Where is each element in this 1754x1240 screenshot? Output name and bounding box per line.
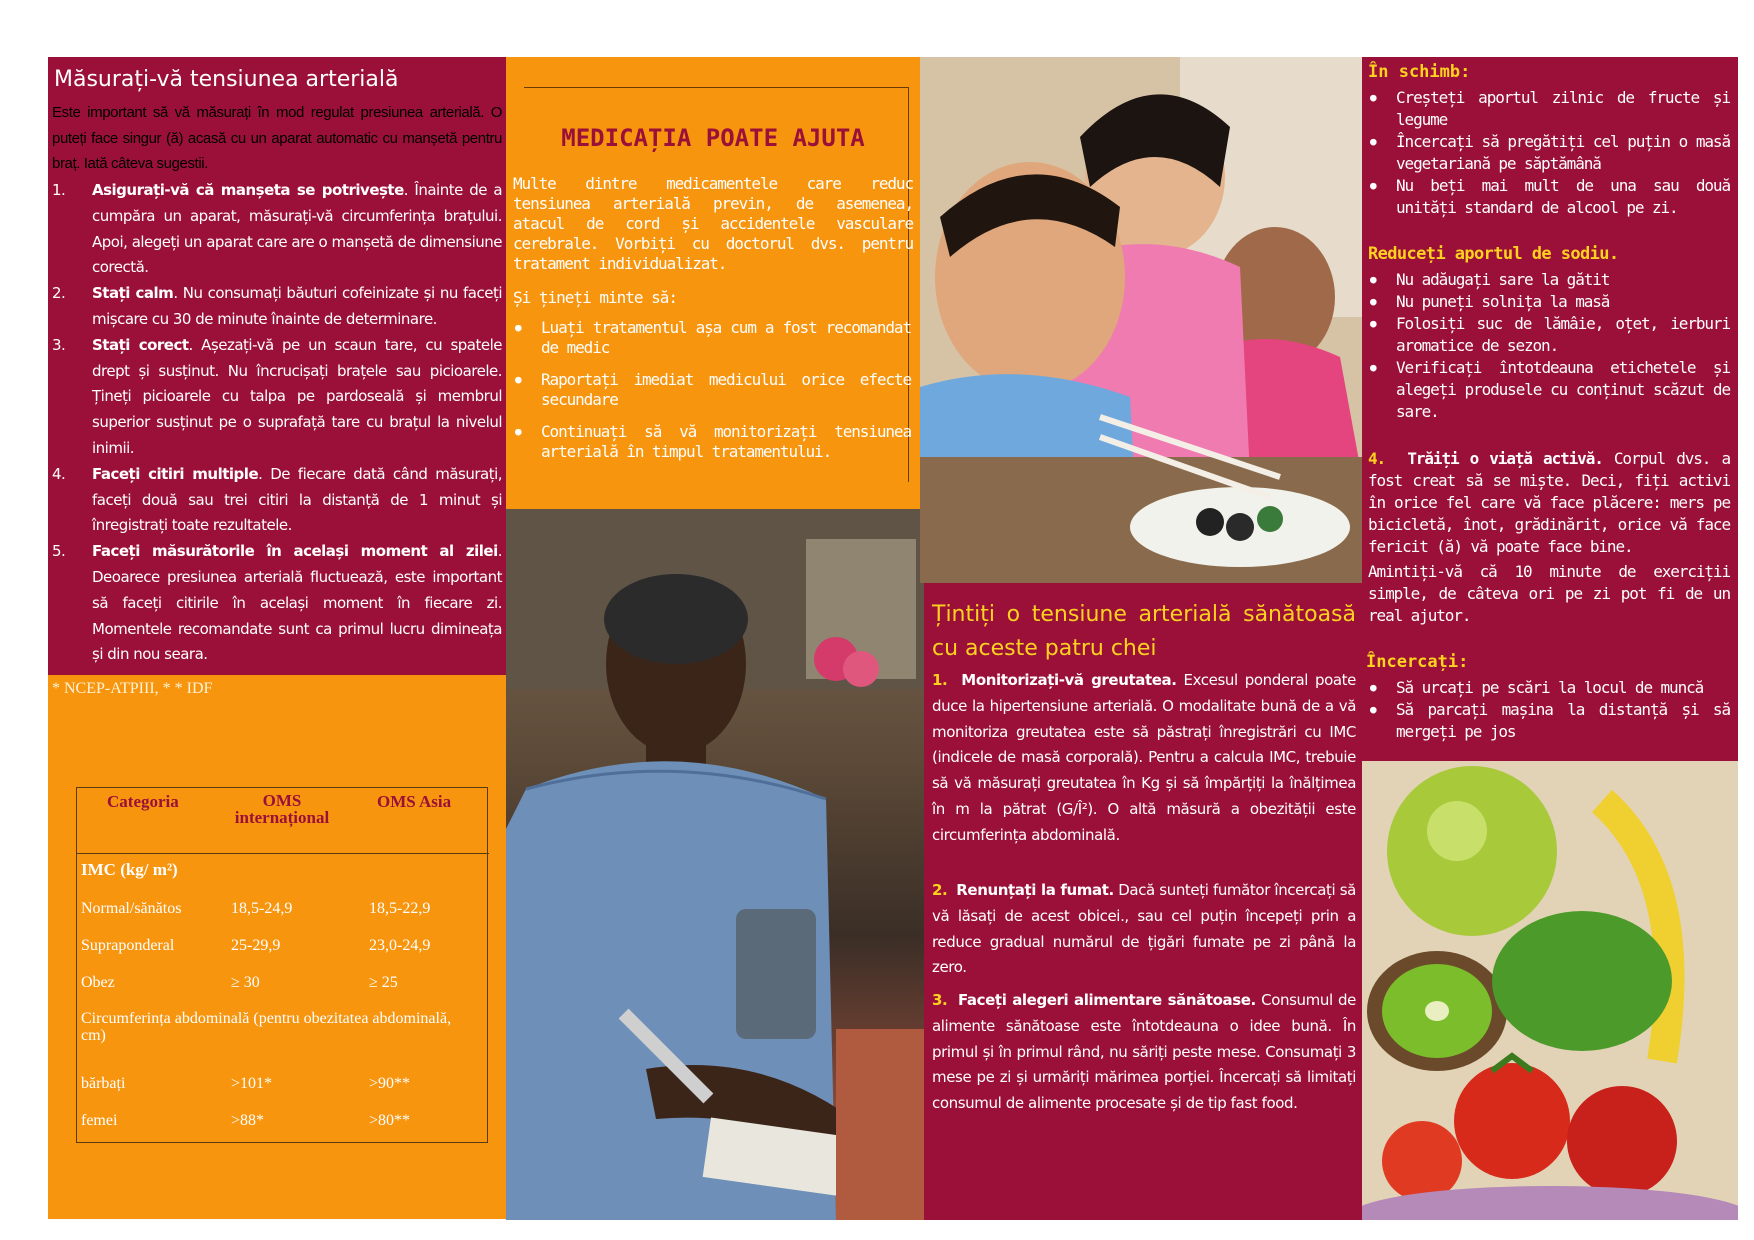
key-bold: Faceți alegeri alimentare sănătoase. [957, 991, 1256, 1009]
header-oms-asia: OMS Asia [377, 792, 452, 811]
row-intl: 25-29,9 [231, 937, 281, 954]
row-label: bărbați [81, 1075, 126, 1092]
medication-bullets [513, 318, 911, 462]
header-category: Categoria [107, 792, 179, 811]
list-item: ● Să urcați pe scări la locul de muncă [1368, 677, 1730, 699]
row-asia: 23,0-24,9 [369, 937, 431, 954]
step-bold: Faceți citiri multiple [92, 464, 259, 483]
bp-measure-steps [52, 178, 502, 668]
key-number: 3. [932, 991, 948, 1009]
step-number: 3. [52, 335, 66, 354]
key-number: 4. [1368, 449, 1386, 468]
row-asia: ≥ 25 [369, 974, 398, 991]
row-asia: >80** [369, 1112, 411, 1129]
step-bold: Stați calm [92, 284, 174, 303]
key-number: 2. [932, 881, 948, 899]
step-item [52, 281, 502, 333]
step-item [52, 333, 502, 462]
key-2 [932, 878, 1356, 981]
medication-remember: Și țineți minte să: [513, 288, 678, 307]
row-label: Supraponderal [81, 937, 175, 954]
medication-title: MEDICAȚIA POATE AJUTA [561, 124, 865, 152]
header-oms-international: OMS internațional [234, 791, 330, 827]
step-text: . De fiecare dată când măsurați, faceți două sau trei citiri la distanță de 1 minut și înregistrați toate rezultatele. [92, 464, 503, 535]
key-text: Excesul ponderal poate duce la hipertensiune arterială. O modalitate bună de a vă monitoriza greutatea este să păstrați înregistrări cu IMC (indicele de masă corporală). Pentru a calcula IMC, trebuie să vă măsurați greutatea în Kg și să împărțiți la înălțimea în m la pătrat (G/Î²). O altă măsură a obezității este circumferința abdominală. [932, 671, 1356, 844]
key-number: 1. [932, 671, 948, 689]
step-item [52, 462, 502, 539]
bmi-table-header [77, 788, 489, 854]
sodium-heading: Reduceți aportul de sodiu. [1368, 244, 1619, 264]
man-illustration [506, 509, 924, 1220]
row-intl: >88* [231, 1112, 265, 1129]
bp-measure-intro: Este important să vă măsurați în mod regulat presiunea arterială. O puteți face singur (ă) acasă cu un aparat automatic cu manșetă pentru braț. Iată câteva sugestii. [52, 104, 502, 172]
list-item: ● Nu puneți solnița la masă [1368, 291, 1730, 313]
fruits-vegetables-photo [1362, 761, 1738, 1220]
key-text: Dacă sunteți fumător încercați să vă lăsați de acest obicei., sau cel puțin începeți prin a reduce gradual numărul de țigări fumate pe zi până la zero. [932, 881, 1356, 977]
step-bold: Asigurați-vă că manșeta se potrivește [92, 181, 404, 199]
key-1 [932, 668, 1356, 849]
step-number: 4. [52, 464, 66, 483]
four-keys-title: Țintiți o tensiune arterială sănătoasă cu aceste patru chei [932, 602, 1356, 661]
key-4-reminder: Amintiți-vă că 10 minute de exerciții simple, de câteva ori pe zi pot fi de un real ajutor. [1368, 562, 1730, 625]
step-item [52, 539, 502, 668]
row-label: Normal/sănătos [81, 900, 182, 917]
step-bold: Faceți măsurătorile în același moment al zilei [92, 542, 498, 561]
key-text: Corpul dvs. a fost creat să se miște. Deci, fiți activi în orice fel care vă face plăcere: mers pe bicicletă, înot, grădinărit, orice vă face fericit (ă) vă poate face bine. [1368, 449, 1730, 556]
try-list [1368, 677, 1730, 743]
list-item: ● Raportați imediat medicului orice efecte secundare [513, 370, 911, 410]
waist-label: Circumferința abdominală (pentru obezitatea abdominală, cm) [81, 1010, 452, 1044]
list-item: ● Luați tratamentul așa cum a fost recomandat de medic [513, 318, 911, 358]
key-4 [1368, 448, 1730, 558]
list-item: ● Nu beți mai mult de una sau două unități standard de alcool pe zi. [1368, 175, 1730, 219]
step-text: . Deoarece presiunea arterială fluctuează, este important să faceți citirile în același moment în fiecare zi. Momentele recomandate sunt ca primul lucru dimineața și din nou seara. [92, 542, 502, 664]
footnote: * NCEP-ATPIII, * * IDF [52, 680, 213, 697]
medication-rule [524, 87, 908, 88]
family-dinner-photo [920, 57, 1362, 583]
step-text: . Așezați-vă pe un scaun tare, cu spatele drept și susținut. Nu încrucișați brațele sau picioarele. Țineți picioarele cu talpa pe pardoseală și membrul superior susținut pe o suprafață tare cu brațul la nivelul inimii. [92, 335, 502, 457]
step-text: . Nu consumați băuturi cofeinizate și nu faceți mișcare cu 30 de minute înainte de determinare. [92, 284, 502, 328]
key-text: Consumul de alimente sănătoase este întotdeauna o idee bună. În primul și în primul rând, nu săriți peste mese. Consumați 3 mese pe zi și urmăriți mărimea porției. Încercați să limitați consumul de alimente procesate și de tip fast food. [932, 991, 1356, 1113]
list-item: ● Să parcați mașina la distanță și să mergeți pe jos [1368, 699, 1730, 743]
list-item: ● Creșteți aportul zilnic de fructe și legume [1368, 87, 1730, 131]
row-asia: 18,5-22,9 [369, 900, 431, 917]
list-item: ● Folosiți suc de lămâie, oțet, ierburi aromatice de sezon. [1368, 313, 1730, 357]
step-bold: Stați corect [92, 335, 189, 354]
step-number: 5. [52, 542, 66, 561]
row-intl: ≥ 30 [231, 974, 260, 991]
row-label: Obez [81, 974, 115, 991]
man-blood-pressure-photo [506, 509, 924, 1220]
bmi-table [76, 787, 488, 1143]
list-item: ● Verificați întotdeauna etichetele și alegeți produsele cu conținut scăzut de sare. [1368, 357, 1730, 423]
row-asia: >90** [369, 1075, 411, 1092]
step-number: 2. [52, 284, 66, 303]
bp-measure-title: Măsurați-vă tensiunea arterială [54, 67, 399, 92]
row-label: femei [81, 1112, 118, 1129]
step-item [52, 178, 502, 281]
medication-body: Multe dintre medicamentele care reduc tensiunea arterială previn, de asemenea, atacul de cord și accidentele vasculare cerebrale. Vorbiți cu doctorul dvs. pentru tratament individualizat. [513, 174, 913, 273]
key-bold: Renunțați la fumat. [956, 881, 1114, 899]
instead-list [1368, 87, 1730, 219]
sodium-list [1368, 269, 1730, 423]
instead-heading: În schimb: [1368, 62, 1471, 82]
list-item: ● Continuați să vă monitorizați tensiunea arterială în timpul tratamentului. [513, 422, 911, 462]
key-3 [932, 988, 1356, 1117]
row-intl: >101* [231, 1075, 273, 1092]
list-item: ● Nu adăugați sare la gătit [1368, 269, 1730, 291]
step-number: 1. [52, 181, 66, 199]
key-bold: Trăiți o viață activă. [1407, 449, 1603, 468]
bmi-section-label: IMC (kg/ m²) [81, 860, 178, 879]
fruits-illustration [1362, 761, 1738, 1220]
key-bold: Monitorizați-vă greutatea. [961, 671, 1177, 689]
step-text: . Înainte de a cumpăra un aparat, măsurați-vă circumferința brațului. Apoi, alegeți un aparat care are o manșetă de dimensiune corectă. [92, 181, 503, 277]
try-heading: Încercați: [1366, 652, 1469, 672]
row-intl: 18,5-24,9 [231, 900, 293, 917]
family-illustration [920, 57, 1362, 583]
list-item: ● Încercați să pregătiți cel puțin o masă vegetariană pe săptămână [1368, 131, 1730, 175]
